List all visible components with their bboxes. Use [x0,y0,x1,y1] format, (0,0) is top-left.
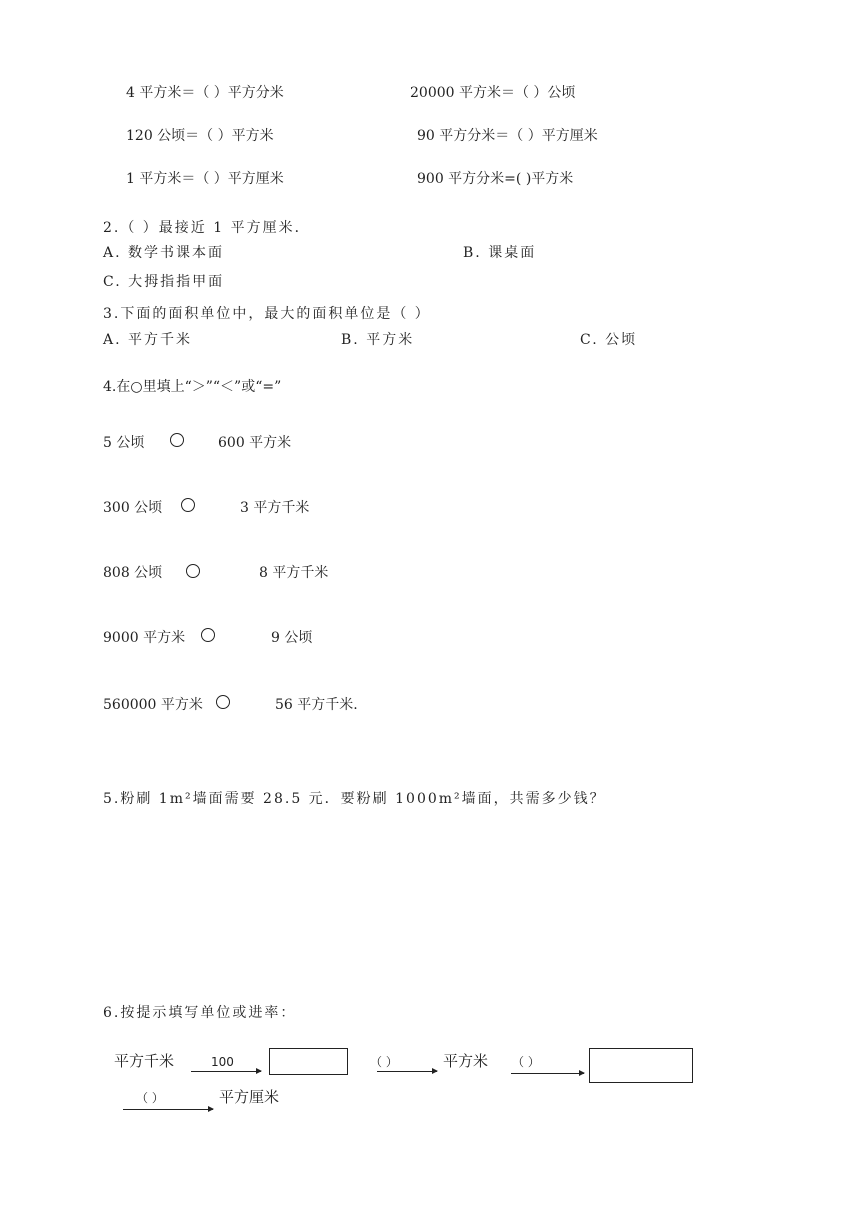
compare-circle-4[interactable] [201,628,215,642]
q3-option-b: B. 平方米 [341,332,415,348]
answer-box-1[interactable] [269,1048,348,1075]
compare-circle-1[interactable] [170,433,184,447]
diagram-paren-2: （ ） [370,1055,398,1069]
q1-row2-left: 120 公顷＝（ ）平方米 [126,128,274,144]
q4-row3-left: 808 公顷 [103,565,163,581]
diagram-unit-sq-cm: 平方厘米 [219,1088,280,1106]
q3-option-c: C. 公顷 [580,332,638,348]
compare-circle-3[interactable] [186,564,200,578]
q6-stem: 6.按提示填写单位或进率： [103,1005,297,1021]
q3-stem: 3.下面的面积单位中，最大的面积单位是（ ） [103,306,431,322]
q2-option-b: B. 课桌面 [463,245,537,261]
diagram-paren-4: （ ） [136,1091,164,1105]
q3-option-a: A. 平方千米 [103,332,193,348]
q4-row5-right: 56 平方千米. [275,697,358,713]
q2-stem: 2.（ ）最接近 1 平方厘米． [103,220,311,236]
q4-row4-left: 9000 平方米 [103,630,186,646]
q2-option-a: A. 数学书课本面 [103,245,225,261]
diagram-unit-sq-m: 平方米 [443,1052,489,1070]
q1-row3-right: 900 平方分米=( )平方米 [417,171,574,187]
q4-row1-left: 5 公顷 [103,435,145,451]
q1-row2-right: 90 平方分米＝（ ）平方厘米 [417,128,598,144]
arrow-2 [377,1071,437,1072]
q4-row2-right: 3 平方千米 [240,500,310,516]
arrow-1 [191,1071,261,1072]
q4-stem: 4.在○里填上“＞”“＜”或“=” [103,379,282,395]
arrow-4 [123,1109,213,1110]
diagram-paren-3: （ ） [512,1055,540,1069]
q1-row1-right: 20000 平方米＝（ ）公顷 [410,85,576,101]
answer-box-2[interactable] [589,1048,693,1083]
q4-row3-right: 8 平方千米 [259,565,329,581]
q4-row4-right: 9 公顷 [271,630,313,646]
q4-row2-left: 300 公顷 [103,500,163,516]
compare-circle-5[interactable] [216,695,230,709]
q1-row1-left: 4 平方米＝（ ）平方分米 [126,85,284,101]
arrow-3 [511,1073,584,1074]
q4-row1-right: 600 平方米 [218,435,292,451]
q2-option-c: C. 大拇指指甲面 [103,274,225,290]
q4-row5-left: 560000 平方米 [103,697,203,713]
q5-stem: 5.粉刷 1m²墙面需要 28.5 元．要粉刷 1000m²墙面，共需多少钱？ [103,791,606,807]
compare-circle-2[interactable] [181,498,195,512]
diagram-unit-sq-km: 平方千米 [114,1052,175,1070]
diagram-rate-100: 100 [211,1055,234,1069]
q1-row3-left: 1 平方米＝（ ）平方厘米 [126,171,284,187]
